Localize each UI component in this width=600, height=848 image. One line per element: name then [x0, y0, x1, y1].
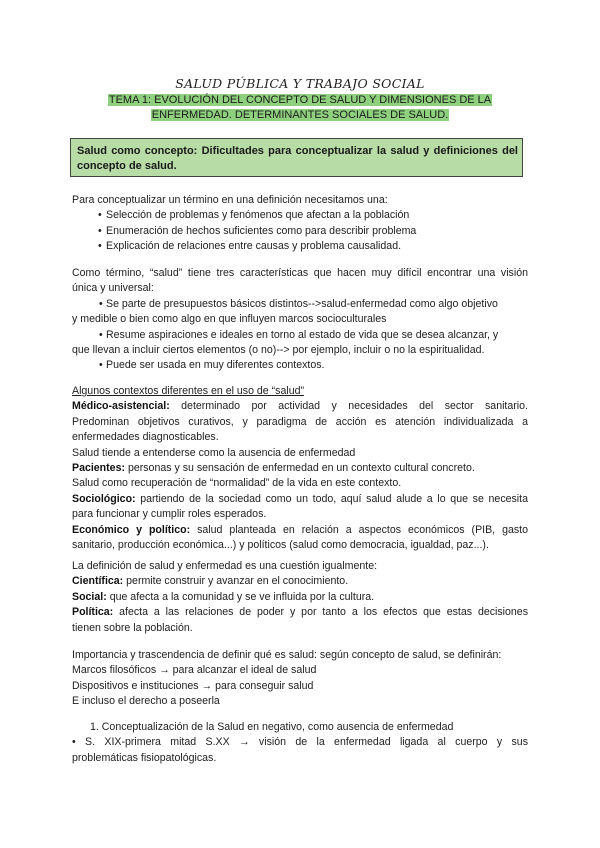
term-bullet-3: • Puede ser usada en muy diferentes contextos.: [72, 358, 528, 373]
cientifica-text: permite construir y avanzar en el conocimiento.: [123, 575, 349, 588]
eco-line-1: [72, 523, 528, 538]
importance-line-2: Dispositivos e instituciones → para conseguir salud: [72, 679, 314, 692]
politica-line-1: [72, 605, 528, 620]
intro-lead: Para conceptualizar un término en una definición necesitamos una:: [72, 194, 388, 206]
pacientes-line-1: [72, 461, 528, 476]
medico-line-2: Predominan objetivos curativos, y paradigma de acción es atención individualizada a: [72, 415, 528, 428]
topic-heading: [70, 93, 530, 123]
medico-text: determinado por actividad y necesidades del sector sanitario.: [169, 400, 528, 413]
social-label: Social:: [72, 590, 107, 603]
intro-section: [72, 193, 528, 255]
section-1-heading: 1. Conceptualización de la Salud en negativo, como ausencia de enfermedad: [90, 721, 454, 733]
medico-line-1: [72, 399, 528, 414]
pacientes-line-2: Salud como recuperación de “normalidad” de la vida en este contexto.: [72, 477, 402, 490]
term-bullet-2-line-2: que llevan a incluir ciertos elementos (o no)--> por ejemplo, incluir o no la espiritualidad.: [72, 344, 485, 357]
document-title: SALUD PÚBLICA Y TRABAJO SOCIAL: [175, 76, 425, 91]
term-bullet-1-line-1: • Se parte de presupuestos básicos distintos-->salud-enfermedad como algo objetivo: [72, 297, 528, 312]
definition-section: [72, 559, 528, 636]
term-section: [72, 266, 528, 374]
pacientes-text: personas y su sensación de enfermedad en un contexto cultural concreto.: [125, 462, 475, 475]
importance-line-3: E incluso el derecho a poseerla: [72, 695, 220, 708]
term-lead-1: Como término, “salud” tiene tres características que hacen muy difícil encontrar una visión: [72, 267, 528, 279]
medico-line-3: enfermedades diagnosticables.: [72, 431, 219, 444]
definition-lead: La definición de salud y enfermedad es una cuestión igualmente:: [72, 560, 378, 572]
cientifica-label: Científica:: [72, 575, 124, 588]
section-1-bullet-line-1: • S. XIX-primera mitad S.XX → visión de la enfermedad ligada al cuerpo y sus: [72, 736, 528, 749]
medico-label: Médico-asistencial:: [72, 400, 170, 413]
importance-section: [72, 648, 528, 710]
politica-text: afecta a las relaciones de poder y por tanto a los efectos que estas decisiones: [113, 606, 528, 619]
cientifica-line: [72, 574, 528, 589]
social-text: que afecta a la comunidad y se ve influida por la cultura.: [106, 590, 375, 603]
term-bullet-2-line-1: • Resume aspiraciones e ideales en torno al estado de vida que se desea alcanzar, y: [72, 328, 528, 343]
importance-lead: Importancia y trascendencia de definir qué es salud: según concepto de salud, se definirán:: [72, 649, 502, 661]
section-1-bullet-line-2: problemáticas fisiopatológicas.: [72, 751, 217, 764]
contexts-section: [72, 384, 528, 553]
social-line: [72, 590, 528, 605]
politica-label: Política:: [72, 606, 114, 619]
socio-line-2: para funcionar y cumplir roles esperados.: [72, 508, 267, 521]
pacientes-label: Pacientes:: [72, 462, 125, 475]
eco-label: Económico y político:: [72, 523, 191, 536]
medico-line-4: Salud tiende a entenderse como la ausencia de enfermedad: [72, 446, 356, 459]
importance-line-1: Marcos filosóficos → para alcanzar el ideal de salud: [72, 664, 317, 677]
intro-bullet-1: • Selección de problemas y fenómenos que afectan a la población: [72, 208, 528, 223]
socio-label: Sociológico:: [72, 492, 136, 505]
socio-line-1: [72, 492, 528, 507]
politica-line-2: tienen sobre la población.: [72, 621, 193, 634]
topic-line-1: TEMA 1: EVOLUCIÓN DEL CONCEPTO DE SALUD Y DIMENSIONES DE LA: [108, 94, 492, 106]
section-1: [72, 720, 528, 766]
intro-bullet-2: • Enumeración de hechos suficientes como para describir problema: [72, 224, 528, 239]
socio-text: partiendo de la sociedad como un todo, aquí salud alude a lo que se necesita: [135, 492, 528, 505]
eco-line-2: sanitario, producción económica...) y políticos (salud como democracia, igualdad, paz...).: [72, 539, 489, 552]
contexts-heading: Algunos contextos diferentes en el uso de “salud”: [72, 385, 305, 397]
concept-box: [70, 138, 523, 177]
term-lead-2: única y universal:: [72, 282, 154, 295]
term-bullet-1-line-2: y medible o bien como algo en que influyen marcos socioculturales: [72, 313, 387, 326]
intro-bullet-3: • Explicación de relaciones entre causas y problema causalidad.: [72, 239, 528, 254]
concept-box-line-2: concepto de salud.: [77, 160, 177, 172]
eco-text: salud planteada en relación a aspectos económicos (PIB, gasto: [190, 523, 528, 536]
concept-box-line-1: Salud como concepto: Dificultades para conceptualizar la salud y definiciones del: [77, 145, 518, 157]
topic-line-2: ENFERMEDAD. DETERMINANTES SOCIALES DE SALUD.: [151, 109, 449, 121]
